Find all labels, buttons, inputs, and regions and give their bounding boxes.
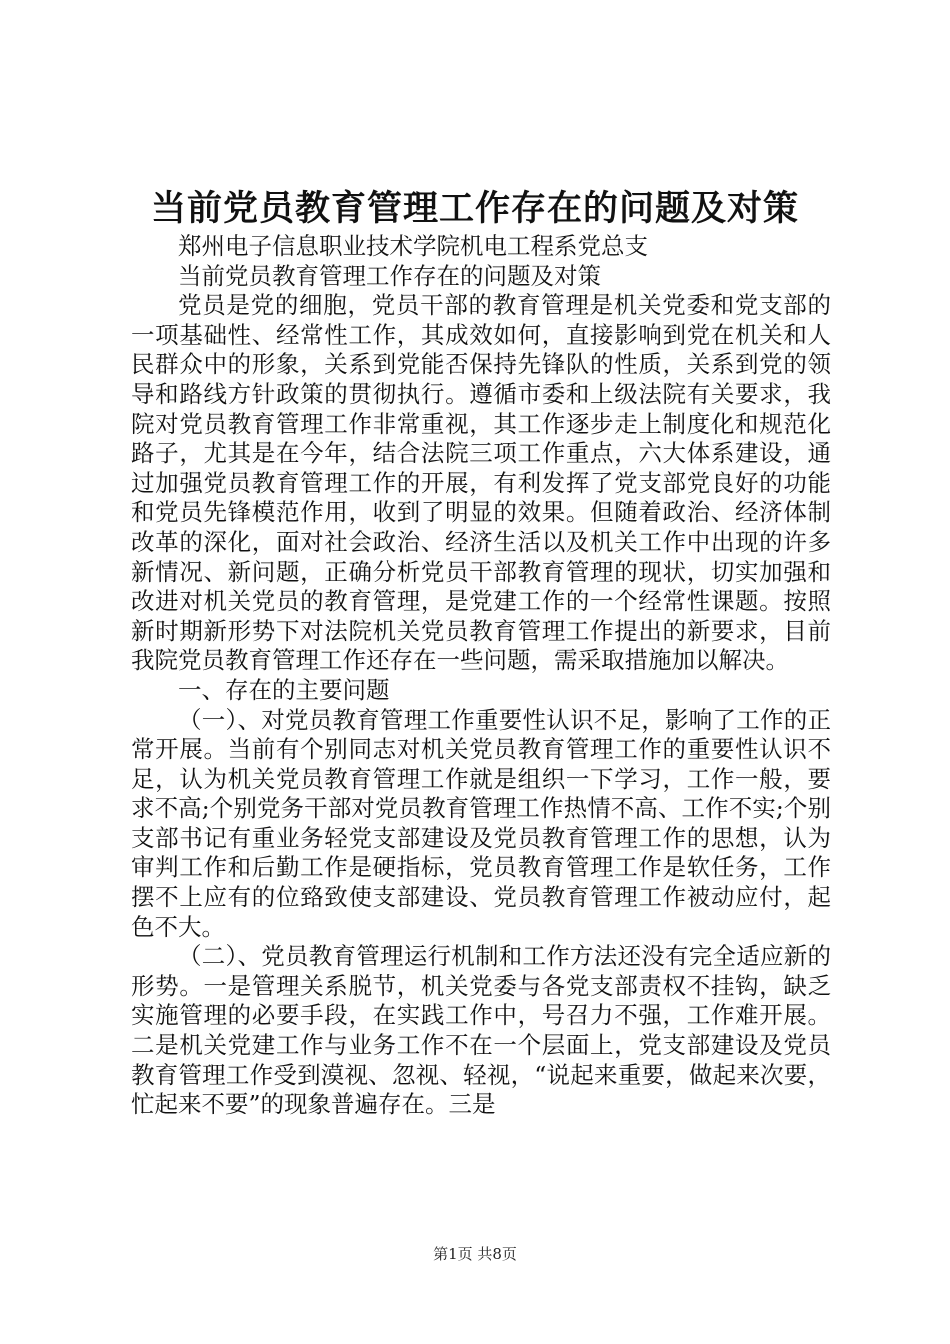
- document-body: [131, 232, 831, 1120]
- author-unit: 郑州电子信息职业技术学院机电工程系党总支: [178, 232, 648, 260]
- page-number: 第1页 共8页: [433, 1245, 517, 1263]
- section-heading-problems: 一、存在的主要问题: [178, 675, 390, 704]
- body-paragraph-intro: 党员是党的细胞，党员干部的教育管理是机关党委和党支部的一项基础性、经常性工作，其成效如何，直接影响到党在机关和人民群众中的形象，关系到党能否保持先锋队的性质，关系到党的领导和路线方针政策的贯彻执行。遵循市委和上级法院有关要求，我院对党员教育管理工作非常重视，其工作逐步走上制度化和规范化路子，尤其是在今年，结合法院三项工作重点，六大体系建设，通过加强党员教育管理工作的开展，有利发挥了党支部党良好的功能和党员先锋模范作用，收到了明显的效果。但随着政治、经济体制改革的深化，面对社会政治、经济生活以及机关工作中出现的许多新情况、新问题，正确分析党员干部教育管理的现状，切实加强和改进对机关党员的教育管理，是党建工作的一个经常性课题。按照新时期新形势下对法院机关党员教育管理工作提出的新要求，目前我院党员教育管理工作还存在一些问题，需采取措施加以解决。: [131, 291, 831, 675]
- body-paragraph-problem-2: （二）、党员教育管理运行机制和工作方法还没有完全适应新的形势。一是管理关系脱节，机关党委与各党支部责权不挂钩，缺乏实施管理的必要手段，在实践工作中，号召力不强，工作难开展。二是机关党建工作与业务工作不在一个层面上，党支部建设及党员教育管理工作受到漠视、忽视、轻视，“说起来重要，做起来次要，忙起来不要”的现象普遍存在。三是: [131, 942, 831, 1119]
- body-paragraph-problem-1: （一）、对党员教育管理工作重要性认识不足，影响了工作的正常开展。当前有个别同志对机关党员教育管理工作的重要性认识不足，认为机关党员教育管理工作就是组织一下学习，工作一般，要求不高;个别党务干部对党员教育管理工作热情不高、工作不实;个别支部书记有重业务轻党支部建设及党员教育管理工作的思想，认为审判工作和后勤工作是硬指标，党员教育管理工作是软任务，工作摆不上应有的位臵致使支部建设、党员教育管理工作被动应付，起色不大。: [131, 705, 831, 941]
- document-title: 当前党员教育管理工作存在的问题及对策: [150, 188, 799, 229]
- subtitle-repeat: 当前党员教育管理工作存在的问题及对策: [178, 261, 601, 290]
